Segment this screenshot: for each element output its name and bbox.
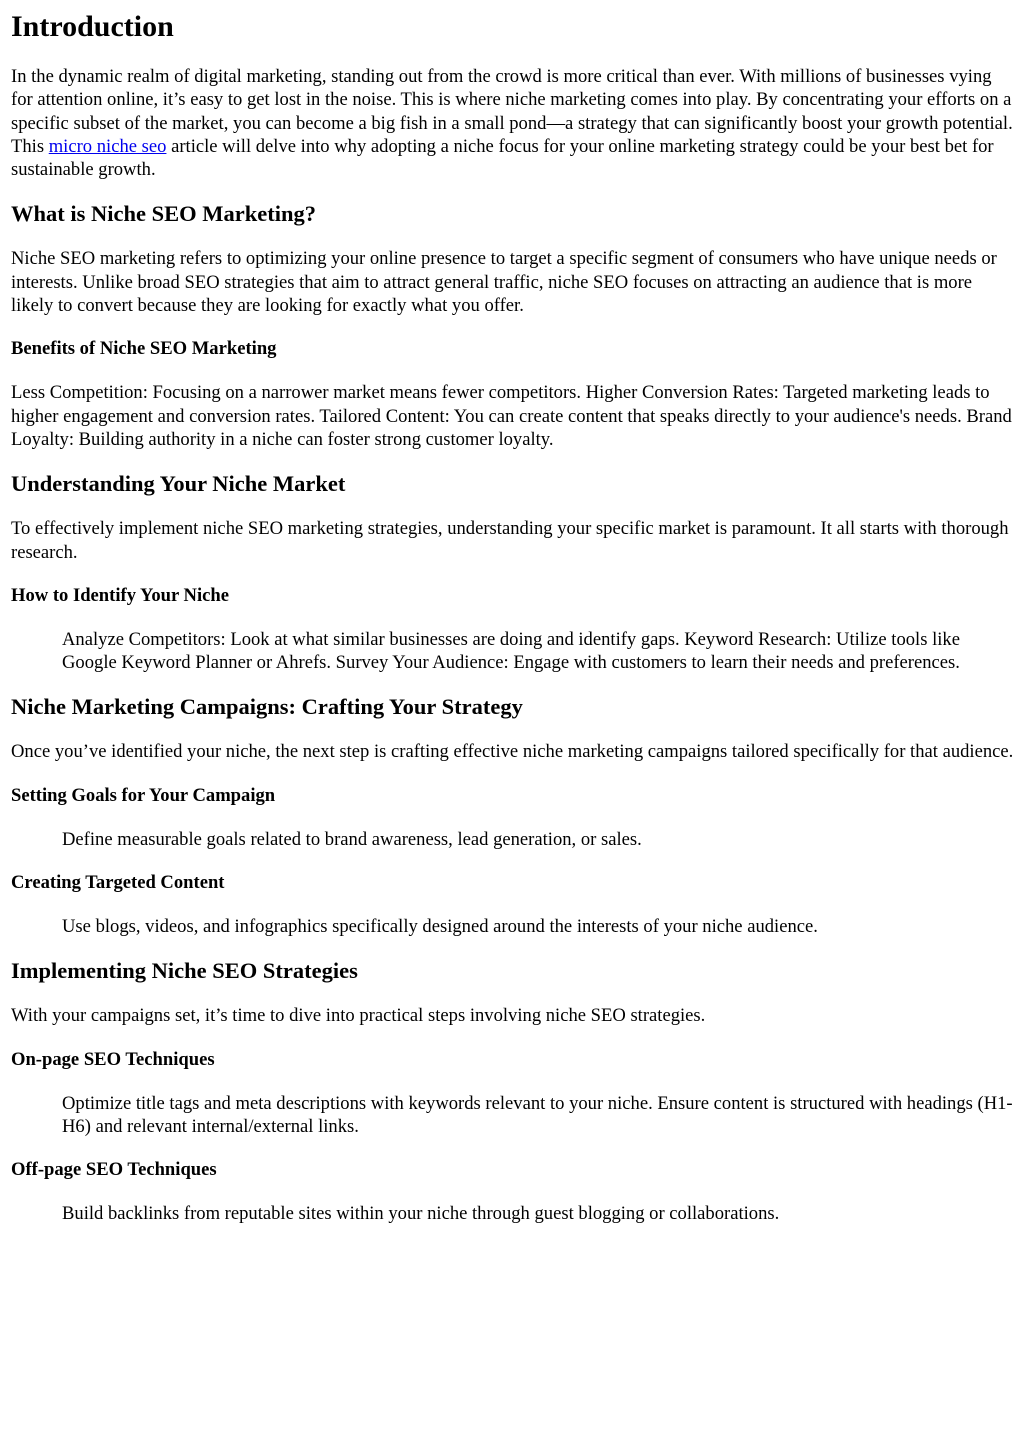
onpage-heading: On-page SEO Techniques	[11, 1048, 215, 1070]
onpage-quote: Optimize title tags and meta descriptions with keywords relevant to your niche. Ensure content is structured with headings (H1-H6) and relevant internal/external links.	[62, 1092, 1013, 1137]
what-is-heading: What is Niche SEO Marketing?	[11, 201, 317, 227]
page-title: Introduction	[11, 10, 174, 43]
what-is-paragraph: Niche SEO marketing refers to optimizing your online presence to target a specific segment of consumers who have unique needs or interests. Unlike broad SEO strategies that aim to attract general traffic, niche SEO focuses on attracting an audience that is more likely to convert because they are looking for exactly what you offer.	[11, 248, 997, 317]
benefits-heading: Benefits of Niche SEO Marketing	[11, 338, 277, 360]
goals-quote: Define measurable goals related to brand awareness, lead generation, or sales.	[62, 828, 642, 850]
offpage-quote: Build backlinks from reputable sites within your niche through guest blogging or collaborations.	[62, 1203, 780, 1225]
content-heading: Creating Targeted Content	[11, 872, 225, 894]
content-quote: Use blogs, videos, and infographics specifically designed around the interests of your niche audience.	[62, 916, 818, 938]
understanding-paragraph: To effectively implement niche SEO marketing strategies, understanding your specific market is paramount. It all starts with thorough research.	[11, 518, 1009, 563]
article	[0, 9, 1024, 1226]
understanding-heading: Understanding Your Niche Market	[11, 471, 346, 497]
intro-text-before-link: In the dynamic realm of digital marketing, standing out from the crowd is more critical than ever. With millions of businesses vying for attention online, it’s easy to get lost in the noise. This is where niche marketing comes into play. By concentrating your efforts on a specific subset of the market, you can become a big fish in a small pond—a strategy that can significantly boost your growth potential. This	[11, 66, 1013, 157]
implementing-paragraph: With your campaigns set, it’s time to dive into practical steps involving niche SEO strategies.	[11, 1005, 706, 1027]
campaigns-heading: Niche Marketing Campaigns: Crafting Your Strategy	[11, 694, 523, 720]
implementing-heading: Implementing Niche SEO Strategies	[11, 958, 358, 984]
benefits-paragraph: Less Competition: Focusing on a narrower market means fewer competitors. Higher Conversion Rates: Targeted marketing leads to higher engagement and conversion rates. Tailored Content: You can create content that speaks directly to your audience's needs. Brand Loyalty: Building authority in a niche can foster strong customer loyalty.	[11, 382, 1012, 450]
campaigns-paragraph: Once you’ve identified your niche, the next step is crafting effective niche marketing campaigns tailored specifically for that audience.	[11, 741, 1014, 763]
identify-heading: How to Identify Your Niche	[11, 584, 229, 606]
goals-heading: Setting Goals for Your Campaign	[11, 784, 276, 806]
intro-paragraph	[11, 65, 1014, 181]
offpage-heading: Off-page SEO Techniques	[11, 1159, 217, 1181]
intro-text-after-link: article will delve into why adopting a niche focus for your online marketing strategy could be your best bet for sustainable growth.	[11, 135, 994, 181]
micro-niche-seo-link[interactable]: micro niche seo	[48, 135, 167, 157]
identify-quote: Analyze Competitors: Look at what similar businesses are doing and identify gaps. Keyword Research: Utilize tools like Google Keyword Planner or Ahrefs. Survey Your Audience: Engage with customers to learn their needs and preferences.	[62, 628, 960, 674]
